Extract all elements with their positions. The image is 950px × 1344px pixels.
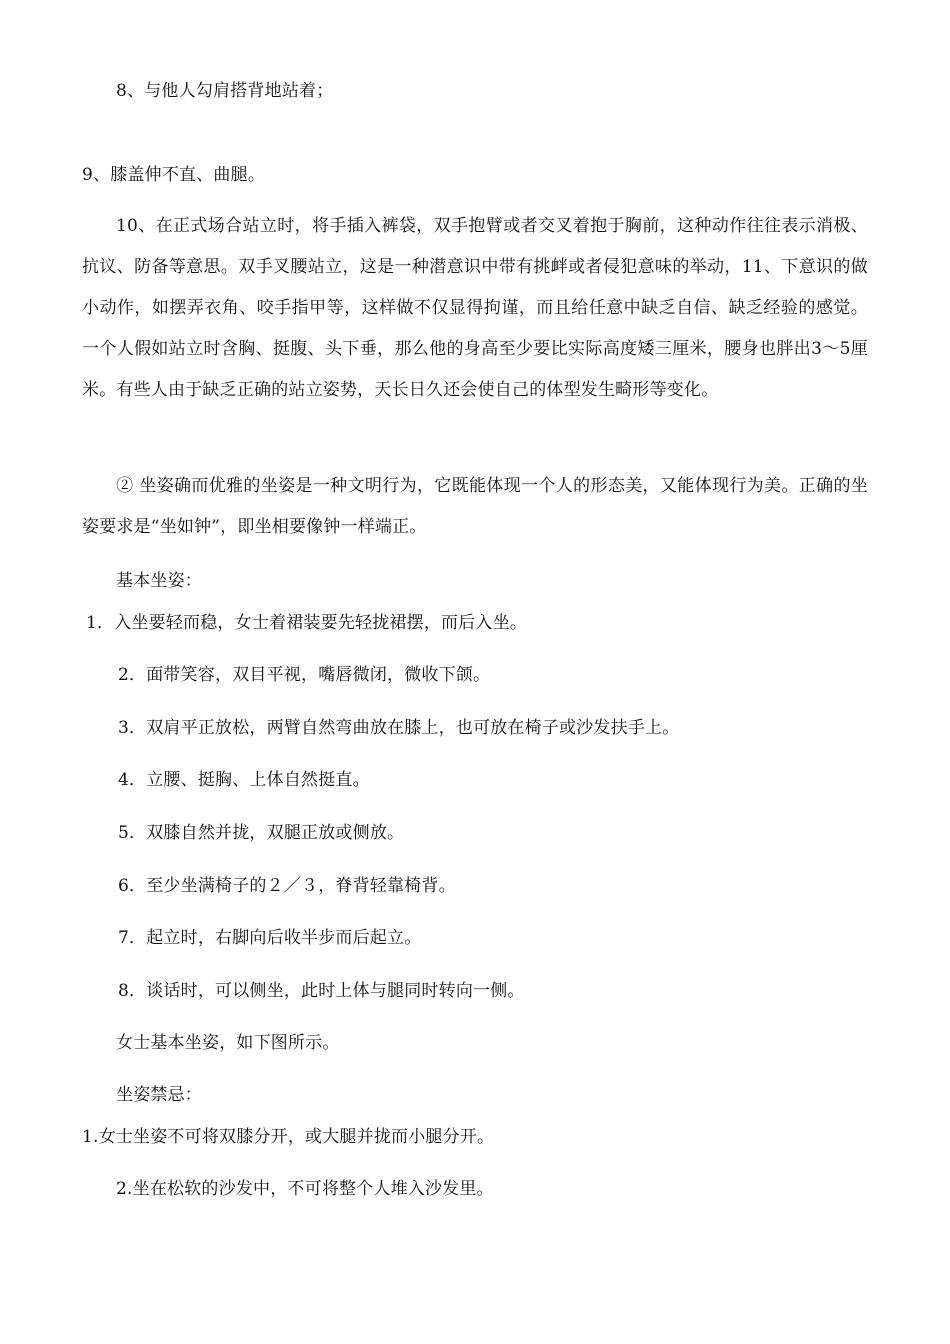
list-item-basic-2: 2．面带笑容，双目平视，嘴唇微闭，微收下颌。: [118, 665, 491, 685]
text-line-female-basic: 女士基本坐姿，如下图所示。: [116, 1033, 340, 1053]
list-item-basic-1: 1．入坐要轻而稳，女士着裙装要先轻拢裙摆，而后入坐。: [86, 613, 528, 633]
section-title-basic-sitting: 基本坐姿：: [116, 571, 202, 591]
list-item-basic-7: 7．起立时，右脚向后收半步而后起立。: [118, 928, 422, 948]
text-line-stand-taboo-9: 9、膝盖伸不直、曲腿。: [82, 165, 266, 185]
paragraph-stand-taboo-10-11: [82, 206, 868, 454]
list-item-taboo-2: 2.坐在松软的沙发中，不可将整个人堆入沙发里。: [116, 1179, 494, 1199]
paragraph-sitting-posture-intro: [82, 466, 868, 548]
list-item-basic-8: 8．谈话时，可以侧坐，此时上体与腿同时转向一侧。: [118, 981, 525, 1001]
list-item-taboo-1: 1.女士坐姿不可将双膝分开，或大腿并拢而小腿分开。: [82, 1127, 495, 1147]
paragraph-text: ② 坐姿确而优雅的坐姿是一种文明行为，它既能体现一个人的形态美，又能体现行为美。正确的坐姿要求是“坐如钟”，即坐相要像钟一样端正。: [82, 476, 868, 537]
paragraph-text: 10、在正式场合站立时，将手插入裤袋，双手抱臂或者交叉着抱于胸前，这种动作往往表示消极、抗议、防备等意思。双手叉腰站立，这是一种潜意识中带有挑衅或者侵犯意味的举动，11、下意识的做小动作，如摆弄衣角、咬手指甲等，这样做不仅显得拘谨，而且给任意中缺乏自信、缺乏经验的感觉。一个人假如站立时含胸、挺腹、头下垂，那么他的身高至少要比实际高度矮三厘米，腰身也胖出3～5厘米。有些人由于缺乏正确的站立姿势，天长日久还会使自己的体型发生畸形等变化。: [82, 216, 868, 400]
list-item-basic-4: 4．立腰、挺胸、上体自然挺直。: [118, 770, 370, 790]
text-line-stand-taboo-8: 8、与他人勾肩搭背地站着；: [116, 81, 334, 101]
list-item-basic-5: 5．双膝自然并拢，双腿正放或侧放。: [118, 823, 405, 843]
section-title-sitting-taboo: 坐姿禁忌：: [116, 1085, 202, 1105]
list-item-basic-6: 6．至少坐满椅子的２／３，脊背轻靠椅背。: [118, 876, 456, 896]
list-item-basic-3: 3．双肩平正放松，两臂自然弯曲放在膝上，也可放在椅子或沙发扶手上。: [118, 718, 680, 738]
